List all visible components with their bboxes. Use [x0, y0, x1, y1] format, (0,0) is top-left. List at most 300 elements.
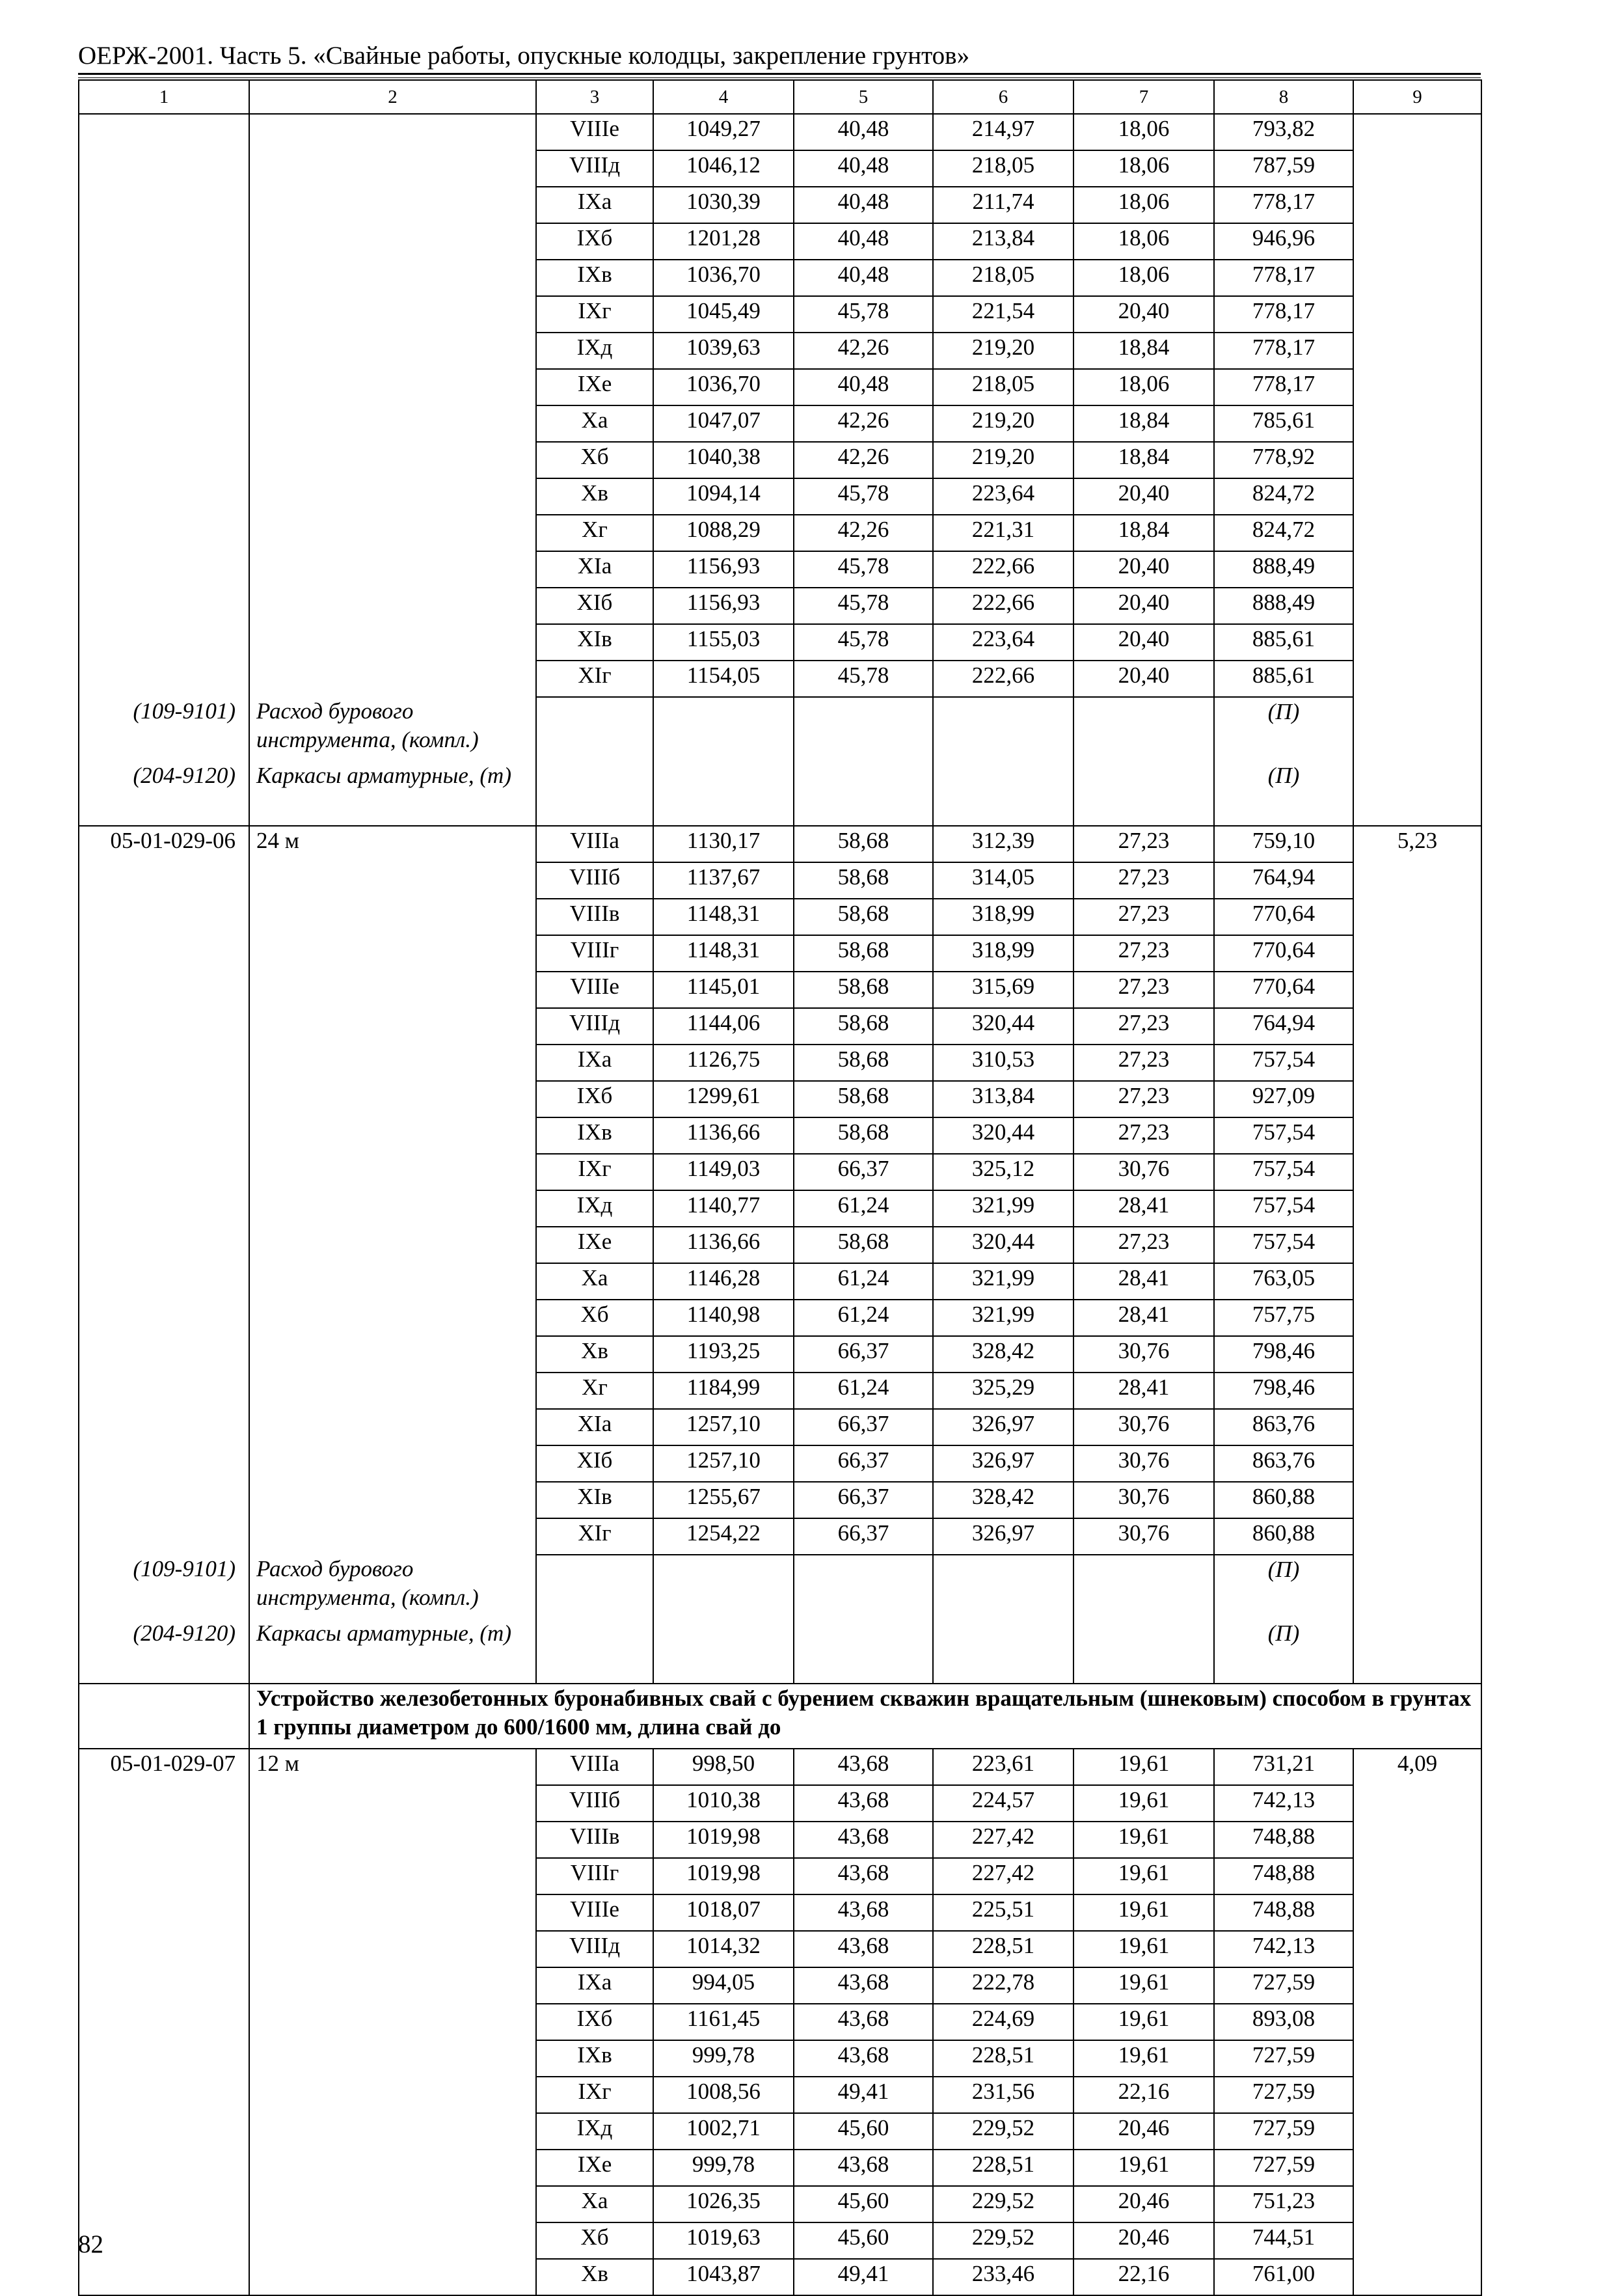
col9-cell — [1353, 1263, 1481, 1300]
value-cell: 1008,56 — [653, 2077, 794, 2113]
rate-code-cell — [79, 661, 249, 697]
col9-cell — [1353, 260, 1481, 296]
soil-class-cell: IXа — [536, 187, 653, 223]
soil-class-cell: Xа — [536, 405, 653, 442]
value-cell: 218,05 — [933, 260, 1073, 296]
col9-cell — [1353, 150, 1481, 187]
table-row — [79, 1263, 1481, 1300]
soil-class-cell: Xб — [536, 442, 653, 478]
value-cell: 66,37 — [794, 1409, 933, 1445]
value-cell: 1026,35 — [653, 2186, 794, 2222]
value-cell: 325,12 — [933, 1154, 1073, 1190]
resource-name-cell: Каркасы арматурные, (т) — [249, 761, 536, 826]
rate-code-cell — [79, 2259, 249, 2295]
value-cell: 1018,07 — [653, 1894, 794, 1931]
rate-name-cell — [249, 1008, 536, 1045]
value-cell: 228,51 — [933, 1931, 1073, 1967]
rate-code-cell — [79, 1785, 249, 1822]
table-row — [79, 1190, 1481, 1227]
value-cell: 863,76 — [1214, 1409, 1353, 1445]
empty-cell — [794, 1555, 933, 1619]
rate-code-cell — [79, 862, 249, 899]
value-cell: 326,97 — [933, 1518, 1073, 1555]
value-cell: 744,51 — [1214, 2222, 1353, 2259]
rate-code-cell — [79, 1931, 249, 1967]
col9-cell — [1353, 1555, 1481, 1619]
column-number: 9 — [1353, 80, 1481, 114]
rate-name-cell: 12 м — [249, 1749, 536, 1785]
value-cell: 20,40 — [1073, 478, 1214, 515]
soil-class-cell: VIIIд — [536, 150, 653, 187]
rate-code-cell — [79, 1822, 249, 1858]
resource-code-cell: (204-9120) — [79, 1619, 249, 1684]
empty-cell — [1073, 1555, 1214, 1619]
rate-name-cell — [249, 114, 536, 150]
table-row — [79, 1749, 1481, 1785]
value-cell: 1156,93 — [653, 588, 794, 624]
soil-class-cell: VIIIг — [536, 1858, 653, 1894]
value-cell: 227,42 — [933, 1858, 1073, 1894]
value-cell: 43,68 — [794, 1858, 933, 1894]
soil-class-cell: Xг — [536, 515, 653, 551]
value-cell: 45,60 — [794, 2113, 933, 2150]
col9-cell — [1353, 1967, 1481, 2004]
rate-code-cell — [79, 187, 249, 223]
table-row — [79, 588, 1481, 624]
col9-cell — [1353, 478, 1481, 515]
rate-code-cell — [79, 150, 249, 187]
value-cell: 326,97 — [933, 1445, 1073, 1482]
value-cell: 770,64 — [1214, 899, 1353, 935]
rate-name-cell — [249, 1045, 536, 1081]
value-cell: 19,61 — [1073, 2004, 1214, 2040]
empty-cell — [933, 1619, 1073, 1684]
table-row — [79, 1336, 1481, 1373]
resource-code-cell: (204-9120) — [79, 761, 249, 826]
rate-name-cell — [249, 1894, 536, 1931]
section-title-row — [79, 1684, 1481, 1749]
value-cell: 42,26 — [794, 442, 933, 478]
value-cell: 27,23 — [1073, 972, 1214, 1008]
value-cell: 58,68 — [794, 826, 933, 862]
rate-code-cell — [79, 1300, 249, 1336]
value-cell: 61,24 — [794, 1373, 933, 1409]
value-cell: 40,48 — [794, 150, 933, 187]
value-cell: 58,68 — [794, 972, 933, 1008]
col9-cell — [1353, 333, 1481, 369]
table-row — [79, 1081, 1481, 1117]
col9-cell — [1353, 2113, 1481, 2150]
value-cell: 18,84 — [1073, 442, 1214, 478]
value-cell: 1094,14 — [653, 478, 794, 515]
value-cell: 28,41 — [1073, 1190, 1214, 1227]
running-header: ОЕРЖ-2001. Часть 5. «Свайные работы, опускные колодцы, закрепление грунтов» — [78, 42, 970, 70]
empty-cell — [536, 697, 653, 761]
value-cell: 1154,05 — [653, 661, 794, 697]
rate-name-cell — [249, 1081, 536, 1117]
value-cell: 20,46 — [1073, 2113, 1214, 2150]
value-cell: 66,37 — [794, 1518, 933, 1555]
value-cell: 18,84 — [1073, 405, 1214, 442]
rate-name-cell — [249, 1518, 536, 1555]
value-cell: 224,69 — [933, 2004, 1073, 2040]
rate-code-cell — [79, 515, 249, 551]
table-row — [79, 1482, 1481, 1518]
table-row — [79, 2222, 1481, 2259]
value-cell: 18,06 — [1073, 260, 1214, 296]
value-cell: 27,23 — [1073, 1227, 1214, 1263]
rate-code-cell — [79, 2040, 249, 2077]
value-cell: 43,68 — [794, 1785, 933, 1822]
value-cell: 1043,87 — [653, 2259, 794, 2295]
value-cell: 43,68 — [794, 1822, 933, 1858]
rate-code-cell — [79, 1894, 249, 1931]
rate-code-cell — [79, 1008, 249, 1045]
value-cell: 742,13 — [1214, 1785, 1353, 1822]
col9-cell — [1353, 369, 1481, 405]
value-cell: 727,59 — [1214, 2113, 1353, 2150]
rate-code-cell — [79, 2004, 249, 2040]
resource-code-cell: (109-9101) — [79, 697, 249, 761]
rate-code-cell — [79, 1190, 249, 1227]
value-cell: 20,40 — [1073, 551, 1214, 588]
empty-cell — [653, 761, 794, 826]
value-cell: 1144,06 — [653, 1008, 794, 1045]
table-row — [79, 899, 1481, 935]
rate-name-cell — [249, 1482, 536, 1518]
value-cell: 211,74 — [933, 187, 1073, 223]
value-cell: 321,99 — [933, 1190, 1073, 1227]
soil-class-cell: IXб — [536, 2004, 653, 2040]
rate-code-cell — [79, 1518, 249, 1555]
value-cell: 43,68 — [794, 1967, 933, 2004]
table-row — [79, 1785, 1481, 1822]
col9-cell — [1353, 515, 1481, 551]
rate-name-cell: 24 м — [249, 826, 536, 862]
value-cell: 19,61 — [1073, 1785, 1214, 1822]
table-row — [79, 935, 1481, 972]
soil-class-cell: IXб — [536, 223, 653, 260]
value-cell: 998,50 — [653, 1749, 794, 1785]
value-cell: 219,20 — [933, 442, 1073, 478]
soil-class-cell: Xв — [536, 1336, 653, 1373]
col9-cell — [1353, 1081, 1481, 1117]
value-cell: 219,20 — [933, 405, 1073, 442]
rate-code-cell — [79, 296, 249, 333]
table-row — [79, 1409, 1481, 1445]
value-cell: 1140,77 — [653, 1190, 794, 1227]
rate-code-cell — [79, 935, 249, 972]
value-cell: 58,68 — [794, 1008, 933, 1045]
value-cell: 764,94 — [1214, 1008, 1353, 1045]
value-cell: 727,59 — [1214, 2040, 1353, 2077]
value-cell: 30,76 — [1073, 1154, 1214, 1190]
value-cell: 27,23 — [1073, 1045, 1214, 1081]
table-row — [79, 624, 1481, 661]
value-cell: 1155,03 — [653, 624, 794, 661]
value-cell: 66,37 — [794, 1336, 933, 1373]
value-cell: 61,24 — [794, 1300, 933, 1336]
value-cell: 28,41 — [1073, 1373, 1214, 1409]
value-cell: 1136,66 — [653, 1117, 794, 1154]
rate-name-cell — [249, 1858, 536, 1894]
resource-row — [79, 761, 1481, 826]
col9-cell: 5,23 — [1353, 826, 1481, 862]
rate-code-cell — [79, 478, 249, 515]
rate-code-cell: 05-01-029-06 — [79, 826, 249, 862]
value-cell: 761,00 — [1214, 2259, 1353, 2295]
value-cell: 727,59 — [1214, 1967, 1353, 2004]
rate-name-cell — [249, 2259, 536, 2295]
value-cell: 757,54 — [1214, 1190, 1353, 1227]
rate-name-cell — [249, 935, 536, 972]
value-cell: 18,06 — [1073, 187, 1214, 223]
value-cell: 778,17 — [1214, 296, 1353, 333]
value-cell: 748,88 — [1214, 1858, 1353, 1894]
col9-cell — [1353, 2150, 1481, 2186]
rate-code-cell — [79, 1409, 249, 1445]
col9-cell — [1353, 551, 1481, 588]
col9-cell — [1353, 1008, 1481, 1045]
soil-class-cell: IXв — [536, 260, 653, 296]
col9-cell — [1353, 2222, 1481, 2259]
col9-cell — [1353, 862, 1481, 899]
value-cell: 757,54 — [1214, 1227, 1353, 1263]
soil-class-cell: VIIIв — [536, 899, 653, 935]
value-cell: 1156,93 — [653, 551, 794, 588]
rate-name-cell — [249, 899, 536, 935]
value-cell: 218,05 — [933, 369, 1073, 405]
value-cell: 45,78 — [794, 661, 933, 697]
value-cell: 27,23 — [1073, 1081, 1214, 1117]
col9-cell — [1353, 935, 1481, 972]
col9-cell — [1353, 187, 1481, 223]
value-cell: 1257,10 — [653, 1409, 794, 1445]
value-cell: 328,42 — [933, 1336, 1073, 1373]
value-cell: 58,68 — [794, 935, 933, 972]
table-row — [79, 223, 1481, 260]
column-number: 4 — [653, 80, 794, 114]
value-cell: 231,56 — [933, 2077, 1073, 2113]
value-cell: 1049,27 — [653, 114, 794, 150]
empty-cell — [1073, 697, 1214, 761]
rates-table — [78, 79, 1482, 2296]
soil-class-cell: IXа — [536, 1045, 653, 1081]
col9-cell — [1353, 1894, 1481, 1931]
col9-cell — [1353, 1445, 1481, 1482]
value-cell: 45,78 — [794, 551, 933, 588]
value-cell: 1161,45 — [653, 2004, 794, 2040]
rate-code-cell — [79, 2077, 249, 2113]
soil-class-cell: Xг — [536, 1373, 653, 1409]
column-number: 2 — [249, 80, 536, 114]
col9-cell — [1353, 1619, 1481, 1684]
value-cell: 893,08 — [1214, 2004, 1353, 2040]
table-row — [79, 1445, 1481, 1482]
value-cell: 58,68 — [794, 1045, 933, 1081]
value-cell: 222,66 — [933, 661, 1073, 697]
soil-class-cell: VIIIе — [536, 114, 653, 150]
rate-code-cell — [79, 1336, 249, 1373]
rate-code-cell — [79, 1154, 249, 1190]
value-cell: 229,52 — [933, 2113, 1073, 2150]
value-cell: 860,88 — [1214, 1518, 1353, 1555]
rate-name-cell — [249, 515, 536, 551]
value-cell: 318,99 — [933, 935, 1073, 972]
value-cell: 27,23 — [1073, 826, 1214, 862]
value-cell: 229,52 — [933, 2222, 1073, 2259]
rate-name-cell — [249, 223, 536, 260]
value-cell: 222,66 — [933, 551, 1073, 588]
col9-cell — [1353, 1518, 1481, 1555]
rate-code-cell — [79, 1373, 249, 1409]
table-row — [79, 260, 1481, 296]
rate-name-cell — [249, 2150, 536, 2186]
soil-class-cell: VIIIе — [536, 972, 653, 1008]
rate-name-cell — [249, 862, 536, 899]
rate-name-cell — [249, 405, 536, 442]
empty-cell — [1073, 1619, 1214, 1684]
value-cell: 66,37 — [794, 1482, 933, 1518]
table-row — [79, 1931, 1481, 1967]
rate-name-cell — [249, 2186, 536, 2222]
col9-cell — [1353, 114, 1481, 150]
soil-class-cell: XIг — [536, 1518, 653, 1555]
value-cell: 40,48 — [794, 114, 933, 150]
value-cell: 42,26 — [794, 405, 933, 442]
soil-class-cell: VIIIв — [536, 1822, 653, 1858]
soil-class-cell: Xб — [536, 1300, 653, 1336]
soil-class-cell: XIв — [536, 1482, 653, 1518]
value-cell: 58,68 — [794, 899, 933, 935]
column-number-row — [79, 80, 1481, 114]
rate-code-cell — [79, 1445, 249, 1482]
value-cell: 27,23 — [1073, 899, 1214, 935]
value-cell: 49,41 — [794, 2259, 933, 2295]
table-row — [79, 972, 1481, 1008]
value-cell: 320,44 — [933, 1227, 1073, 1263]
resource-name-cell: Расход бурового инструмента, (компл.) — [249, 1555, 536, 1619]
value-cell: 748,88 — [1214, 1894, 1353, 1931]
value-cell: 19,61 — [1073, 2040, 1214, 2077]
table-row — [79, 114, 1481, 150]
value-cell: 885,61 — [1214, 661, 1353, 697]
value-cell: 19,61 — [1073, 1894, 1214, 1931]
table-row — [79, 296, 1481, 333]
col9-cell — [1353, 761, 1481, 826]
value-cell: 20,40 — [1073, 588, 1214, 624]
value-cell: 45,60 — [794, 2222, 933, 2259]
value-cell: 18,06 — [1073, 150, 1214, 187]
value-cell: 40,48 — [794, 223, 933, 260]
section-title: Устройство железобетонных буронабивных свай с бурением скважин вращательным (шнековым) способом в грунтах 1 группы диаметром до 600/1600 мм, длина свай до — [249, 1684, 1481, 1749]
rate-code-cell — [79, 1263, 249, 1300]
soil-class-cell: IXг — [536, 2077, 653, 2113]
rate-code-cell — [79, 442, 249, 478]
value-cell: 20,46 — [1073, 2222, 1214, 2259]
soil-class-cell: IXе — [536, 1227, 653, 1263]
value-cell: 43,68 — [794, 1894, 933, 1931]
value-cell: 27,23 — [1073, 935, 1214, 972]
col9-cell — [1353, 1785, 1481, 1822]
value-cell: 19,61 — [1073, 1931, 1214, 1967]
soil-class-cell: IXд — [536, 333, 653, 369]
rate-name-cell — [249, 972, 536, 1008]
value-cell: 22,16 — [1073, 2259, 1214, 2295]
value-cell: 1030,39 — [653, 187, 794, 223]
table-row — [79, 1373, 1481, 1409]
empty-cell — [933, 1555, 1073, 1619]
rate-name-cell — [249, 1822, 536, 1858]
value-cell: 227,42 — [933, 1822, 1073, 1858]
value-cell: 228,51 — [933, 2040, 1073, 2077]
table-row — [79, 1894, 1481, 1931]
value-cell: 45,60 — [794, 2186, 933, 2222]
value-cell: 20,40 — [1073, 661, 1214, 697]
value-cell: 778,17 — [1214, 369, 1353, 405]
value-cell: 759,10 — [1214, 826, 1353, 862]
empty-cell — [1073, 761, 1214, 826]
value-cell: 58,68 — [794, 1117, 933, 1154]
resource-row — [79, 697, 1481, 761]
soil-class-cell: XIб — [536, 1445, 653, 1482]
value-cell: 1126,75 — [653, 1045, 794, 1081]
empty-cell — [794, 1619, 933, 1684]
rate-name-cell — [249, 1263, 536, 1300]
value-cell: 326,97 — [933, 1409, 1073, 1445]
value-cell: 61,24 — [794, 1263, 933, 1300]
value-cell: 757,54 — [1214, 1117, 1353, 1154]
value-cell: 742,13 — [1214, 1931, 1353, 1967]
value-cell: 1140,98 — [653, 1300, 794, 1336]
value-cell: 778,17 — [1214, 260, 1353, 296]
value-cell: 58,68 — [794, 1227, 933, 1263]
value-cell: 28,41 — [1073, 1300, 1214, 1336]
value-cell: 43,68 — [794, 2040, 933, 2077]
soil-class-cell: IXд — [536, 1190, 653, 1227]
table-row — [79, 2040, 1481, 2077]
value-cell: 888,49 — [1214, 588, 1353, 624]
table-row — [79, 2113, 1481, 2150]
column-number: 1 — [79, 80, 249, 114]
value-cell: 42,26 — [794, 333, 933, 369]
page-number: 82 — [78, 2230, 103, 2258]
value-cell: 1040,38 — [653, 442, 794, 478]
col9-cell — [1353, 442, 1481, 478]
value-cell: 19,61 — [1073, 2150, 1214, 2186]
table-row — [79, 1117, 1481, 1154]
value-cell: 45,78 — [794, 624, 933, 661]
soil-class-cell: IXе — [536, 2150, 653, 2186]
value-cell: 18,84 — [1073, 333, 1214, 369]
value-cell: 1130,17 — [653, 826, 794, 862]
rate-name-cell — [249, 1785, 536, 1822]
value-cell: 313,84 — [933, 1081, 1073, 1117]
rate-code-cell — [79, 588, 249, 624]
rate-code-cell — [79, 1967, 249, 2004]
value-cell: 314,05 — [933, 862, 1073, 899]
rate-name-cell — [249, 1190, 536, 1227]
value-cell: 1257,10 — [653, 1445, 794, 1482]
rate-name-cell — [249, 260, 536, 296]
col9-cell — [1353, 1300, 1481, 1336]
col9-cell — [1353, 1336, 1481, 1373]
value-cell: 27,23 — [1073, 1008, 1214, 1045]
empty-cell — [794, 761, 933, 826]
table-row — [79, 187, 1481, 223]
header-rule — [78, 73, 1481, 75]
value-cell: 321,99 — [933, 1300, 1073, 1336]
